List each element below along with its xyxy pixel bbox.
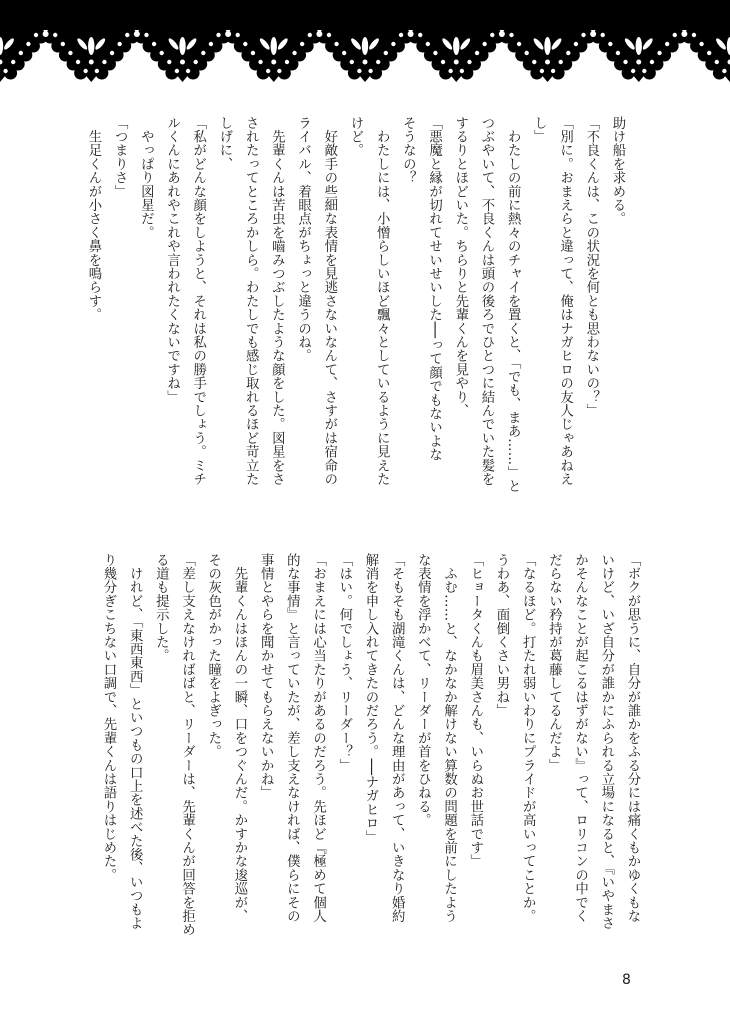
text-line: わたしの前に熱々のチャイを置くと、「でも、まあ……」と — [505, 116, 521, 493]
text-line: されたってところかしら。わたしでも感じ取れるほど苛立た — [243, 116, 259, 486]
text-line: 先輩くんはほんの一瞬、口をつぐんだ。かすかな逡巡が、 — [231, 553, 247, 923]
text-line: 「なるほど。打たれ弱いわりにプライドが高いってことか。 — [520, 553, 536, 923]
text-line: その灰色がかった瞳をよぎった。 — [205, 553, 221, 759]
text-line: するりとほどいた。ちらりと先輩くんを見やり、 — [452, 116, 468, 418]
text-line: 「つまりさ」 — [112, 116, 128, 199]
text-line: な表情を浮かべて、リーダーが首をひねる。 — [415, 553, 431, 827]
text-line: 解消を申し入れてきたのだろう。──ナガヒロ」 — [362, 553, 378, 844]
page-number: 8 — [622, 972, 631, 988]
text-line: 「私がどんな顔をしようと、それは私の勝手でしょう。ミチ — [190, 116, 206, 486]
text-line: ルくんにあれやこれや言われたくないですね」 — [164, 116, 180, 404]
text-line: 事情とやらを聞かせてもらえないかね」 — [258, 553, 274, 800]
text-line: 的な事情』と言っていたが、差し支えなければ、僕らにその — [284, 553, 300, 923]
text-line: 先輩くんは苦虫を嚙みつぶしたような顔をした。図星をさ — [269, 116, 285, 486]
text-line: 「悪魔と縁が切れてせいせいした──って顔でもないよな — [426, 116, 442, 462]
text-line: る道も提示した。 — [153, 553, 169, 663]
text-line: かそんなことが起こるはずがない』って、ロリコンの中でく — [572, 553, 588, 923]
text-line: ライバル、着眼点がちょっと違うのね。 — [295, 116, 311, 363]
text-line: 「ヒョータくんも眉美さんも、いらぬお世話です」 — [467, 553, 483, 869]
bottom-text-block — [100, 553, 645, 973]
text-line: り幾分ぎこちない口調で、先輩くんは語りはじめた。 — [100, 553, 116, 882]
lace-border-decoration — [0, 0, 730, 90]
text-line: 「ボクが思うに、自分が誰かをふる分には痛くもかゆくもな — [625, 553, 640, 923]
text-line: ふむ……と、なかなか解けない算数の問題を前にしたよう — [441, 553, 457, 923]
text-line: わたしには、小憎らしいほど飄々としているように見えた — [374, 116, 390, 486]
text-line: し」 — [531, 116, 547, 144]
top-text-block — [85, 116, 630, 536]
text-line: 「差し支えなければばと、リーダーは、先輩くんが回答を拒め — [179, 553, 195, 937]
text-line: つぶやいて、不良くんは頭の後ろでひとつに結んでいた髪を — [478, 116, 494, 486]
text-line: けれど、「東西東西」といつもの口上を述べた後、いつもよ — [127, 553, 143, 930]
text-line: やっぱり図星だ。 — [138, 116, 154, 240]
text-line: だらない矜持が葛藤してるんだよ」 — [546, 553, 562, 773]
text-line: 「はい。何でしょう、リーダー？」 — [336, 553, 352, 773]
text-line: うわあ、面倒くさい男ね」 — [493, 553, 509, 718]
text-line: 「別に。おまえらと違って、俺はナガヒロの友人じゃあねえ — [557, 116, 573, 486]
lace-band — [0, 0, 730, 30]
text-line: 生足くんが小さく鼻を鳴らす。 — [85, 116, 101, 322]
text-line: 「そもそも湖滝くんは、どんな理由があって、いきなり婚約 — [389, 553, 405, 923]
text-line: しげに、 — [216, 116, 232, 171]
text-line: そうなの？ — [400, 116, 416, 185]
text-line: 「不良くんは、この状況を何とも思わないの？」 — [583, 116, 599, 418]
text-line: けど。 — [347, 116, 363, 158]
text-line: 「おまえには心当たりがあるのだろう。先ほど『極めて個人 — [310, 553, 326, 923]
text-line: 助け船を求める。 — [610, 116, 625, 226]
text-line: 好敵手の些細な表情を見逃さないなんて、さすがは宿命の — [321, 116, 337, 486]
text-line: いけど、いざ自分が誰かにふられる立場になると、『いやまさ — [598, 553, 614, 930]
